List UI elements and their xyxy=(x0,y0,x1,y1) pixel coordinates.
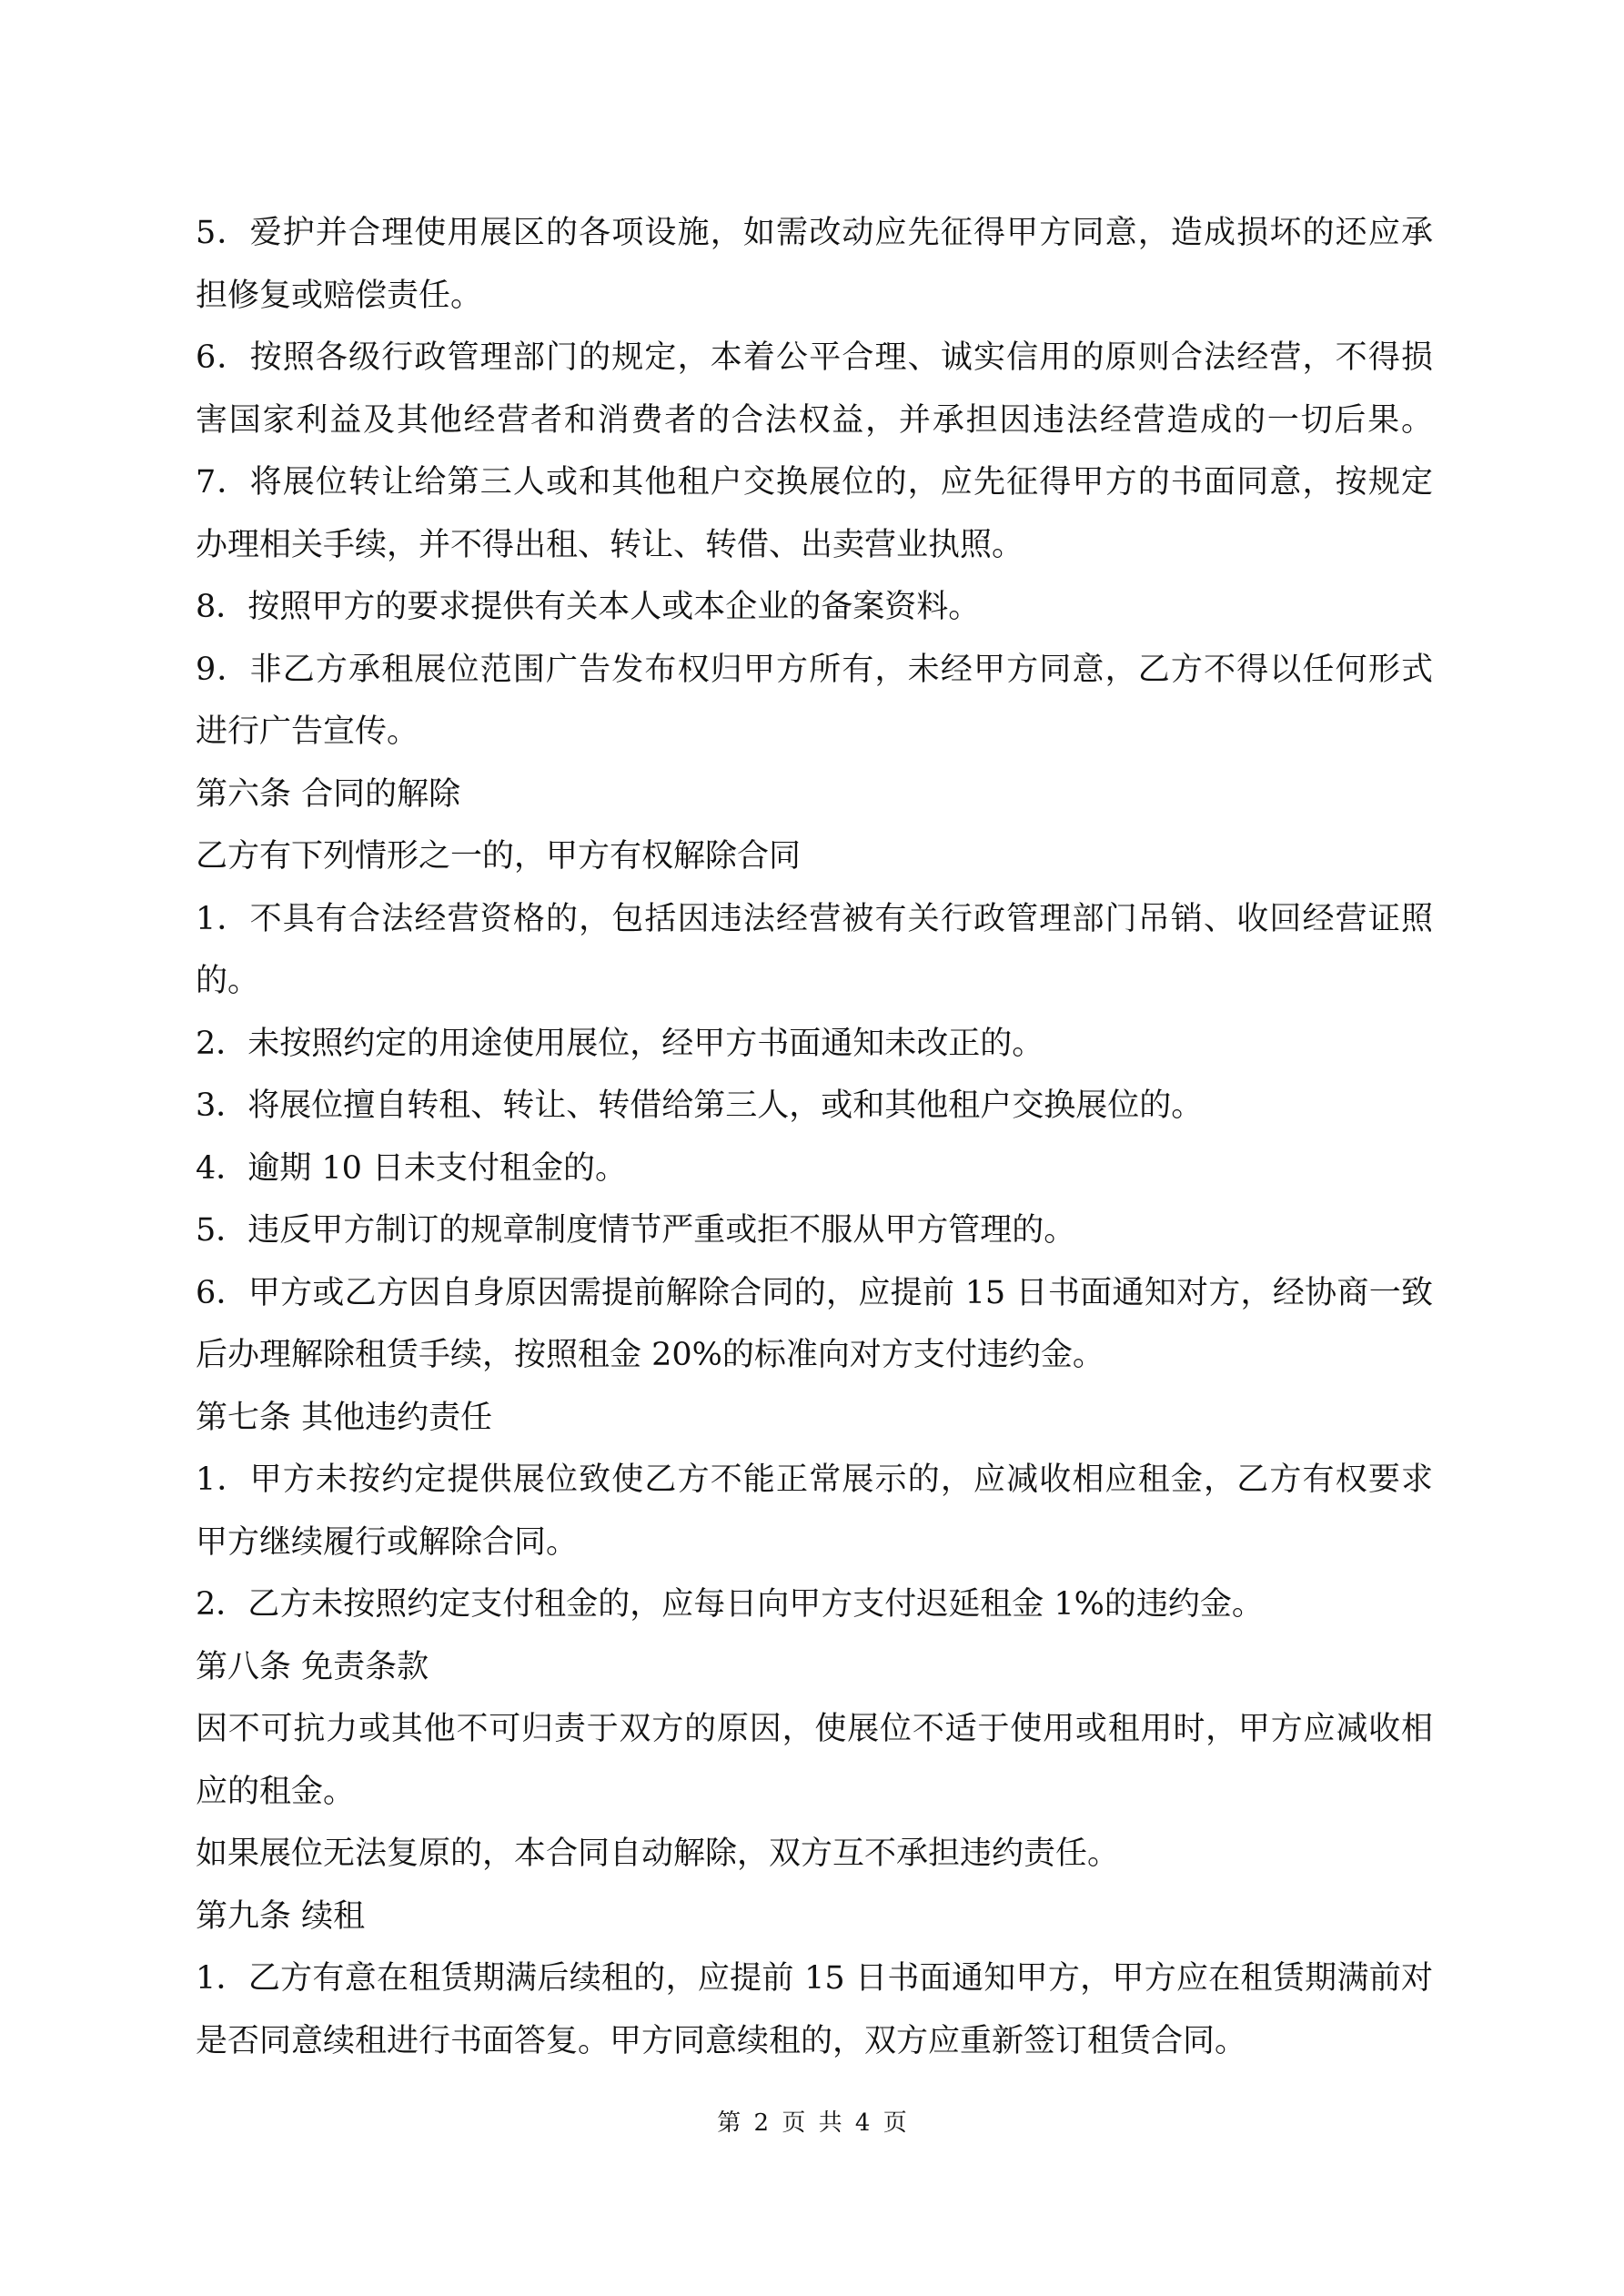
text-line: 4．逾期 10 日未支付租金的。 xyxy=(196,1149,628,1187)
text-line: 第八条 免责条款 xyxy=(196,1648,429,1685)
text-line: 进行广告宣传。 xyxy=(196,713,419,750)
document-body xyxy=(196,202,1433,2072)
text-line: 5．爱护并合理使用展区的各项设施，如需改动应先征得甲方同意，造成损坏的还应承 xyxy=(196,215,1433,251)
text-line: 如果展位无法复原的，本合同自动解除，双方互不承担违约责任。 xyxy=(196,1836,1120,1872)
text-line: 乙方有下列情形之一的，甲方有权解除合同 xyxy=(196,838,802,875)
text-line: 的。 xyxy=(196,963,260,999)
text-line: 6．甲方或乙方因自身原因需提前解除合同的，应提前 15 日书面通知对方，经协商一致 xyxy=(196,1274,1433,1311)
text-line: 2．乙方未按照约定支付租金的，应每日向甲方支付迟延租金 1%的违约金。 xyxy=(196,1586,1264,1623)
text-line: 第九条 续租 xyxy=(196,1897,366,1935)
text-line: 8．按照甲方的要求提供有关本人或本企业的备案资料。 xyxy=(196,589,981,625)
text-line: 1．甲方未按约定提供展位致使乙方不能正常展示的，应减收相应租金，乙方有权要求 xyxy=(196,1462,1433,1498)
text-line: 应的租金。 xyxy=(196,1773,356,1810)
text-line: 5．违反甲方制订的规章制度情节严重或拒不服从甲方管理的。 xyxy=(196,1212,1076,1249)
text-line: 害国家利益及其他经营者和消费者的合法权益，并承担因违法经营造成的一切后果。 xyxy=(196,401,1433,439)
text-line: 9．非乙方承租展位范围广告发布权归甲方所有，未经甲方同意，乙方不得以任何形式 xyxy=(196,651,1433,688)
text-line: 是否同意续租进行书面答复。甲方同意续租的，双方应重新签订租赁合同。 xyxy=(196,2022,1247,2059)
text-line: 办理相关手续，并不得出租、转让、转借、出卖营业执照。 xyxy=(196,526,1024,563)
text-line: 1．乙方有意在租赁期满后续租的，应提前 15 日书面通知甲方，甲方应在租赁期满前对 xyxy=(196,1960,1433,1997)
text-line: 2．未按照约定的用途使用展位，经甲方书面通知未改正的。 xyxy=(196,1025,1044,1062)
text-line: 甲方继续履行或解除合同。 xyxy=(196,1523,579,1561)
text-line: 7．将展位转让给第三人或和其他租户交换展位的，应先征得甲方的书面同意，按规定 xyxy=(196,464,1433,501)
text-line: 因不可抗力或其他不可归责于双方的原因，使展位不适于使用或租用时，甲方应减收相 xyxy=(196,1711,1433,1747)
text-line: 6．按照各级行政管理部门的规定，本着公平合理、诚实信用的原则合法经营，不得损 xyxy=(196,339,1433,376)
text-line: 3．将展位擅自转租、转让、转借给第三人，或和其他租户交换展位的。 xyxy=(196,1087,1204,1124)
text-line: 后办理解除租赁手续，按照租金 20%的标准向对方支付违约金。 xyxy=(196,1337,1105,1373)
text-line: 担修复或赔偿责任。 xyxy=(196,277,483,314)
page-footer: 第 2 页 共 4 页 xyxy=(717,2109,907,2137)
text-line: 第六条 合同的解除 xyxy=(196,775,461,813)
text-line: 1．不具有合法经营资格的，包括因违法经营被有关行政管理部门吊销、收回经营证照 xyxy=(196,900,1433,937)
text-line: 第七条 其他违约责任 xyxy=(196,1399,493,1436)
